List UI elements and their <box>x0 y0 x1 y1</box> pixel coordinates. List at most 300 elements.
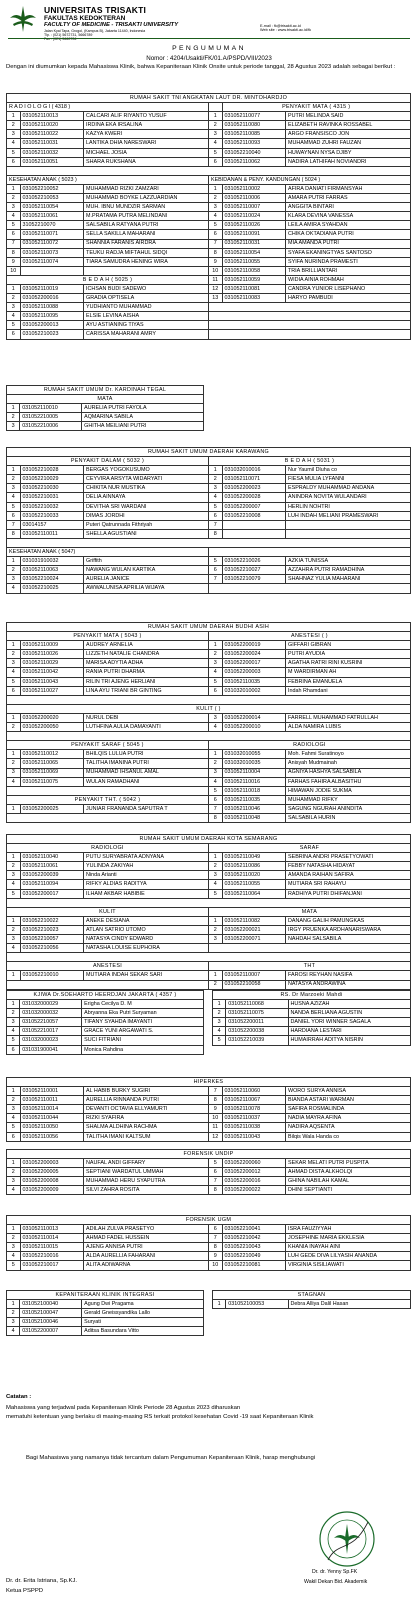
section-header: KULIT <box>7 907 209 916</box>
schedule-table <box>212 990 411 1046</box>
student-id: 031052210053 <box>20 194 84 203</box>
student-name: BERGAS YOGOKUSUMO <box>84 466 209 475</box>
row-number: 4 <box>7 139 21 148</box>
table-row <box>7 1018 204 1027</box>
table-row <box>7 1000 204 1009</box>
student-id: 031052100040 <box>20 1300 82 1309</box>
student-name: Suryati <box>82 1318 204 1327</box>
email-label: E-mail : <box>260 24 273 28</box>
table-row <box>7 1009 204 1018</box>
row-number: 5 <box>208 889 222 898</box>
student-name: HARYO PAMBUDI <box>286 294 411 303</box>
announcement-title: PENGUMUMAN <box>172 45 246 52</box>
student-id: 031052110083 <box>222 294 286 303</box>
row-number: 1 <box>7 557 21 566</box>
table-row <box>7 641 411 650</box>
section-header: RUMAH SAKIT UMUM DAERAH KARAWANG <box>7 448 411 457</box>
student-id: 031052110095 <box>20 312 84 321</box>
student-name: MUTIARA INDAH SEKAR SARI <box>84 971 209 980</box>
student-id: 031052200050 <box>20 723 84 732</box>
student-name: CARISSA MAHARANI AMRY <box>84 330 209 339</box>
student-name: CEYVIRA ARSYTA WIDARYATI <box>84 475 209 484</box>
announcement-intro: Dengan ini diumumkan kepada Mahasiswa Klinik, bahwa Kepaniteraan Klinik Onsite untuk periode tanggal, 28 Agustus 2023 adalah sebagai berikut : <box>6 64 396 70</box>
table-row <box>7 112 411 121</box>
student-name: PUTRI MELINDA SAID <box>286 112 411 121</box>
student-id: 031052210058 <box>222 980 286 989</box>
student-name: KHANIA INAYAH AINI <box>286 1243 411 1252</box>
table-row <box>7 422 204 431</box>
student-name: M.PRATAMA PUTRA MELINDANI <box>84 212 209 221</box>
student-id: 031032010055 <box>222 750 286 759</box>
row-number: 4 <box>7 212 21 221</box>
student-id: 031052110086 <box>222 862 286 871</box>
student-id: 03014157 <box>20 520 84 529</box>
table-row <box>7 889 411 898</box>
student-id: 031052210008 <box>222 511 286 520</box>
student-id: 031052110031 <box>222 239 286 248</box>
student-id: 031052200003 <box>222 668 286 677</box>
table-row <box>7 493 411 502</box>
schedule-table <box>6 447 411 594</box>
student-id: 031052110067 <box>222 1096 286 1105</box>
student-name: TIARA SAMUDRA HENING WIRA <box>84 257 209 266</box>
student-id: 031052210006 <box>20 422 82 431</box>
student-id: 031052110080 <box>222 121 286 130</box>
row-number: 2 <box>208 194 222 203</box>
student-name: SAGUNG NGURAH ANINDITA <box>286 804 411 813</box>
student-name: VIRGINIA SISILIAWATI <box>286 1261 411 1270</box>
student-name: HIMAWAN JODIE SUKMA <box>286 786 411 795</box>
section-header: SARAF <box>208 844 410 853</box>
student-id: 031052200011 <box>226 1018 288 1027</box>
student-name: AZZAHRA PUTRI RAMADHINA <box>286 566 411 575</box>
student-id: 031052110010 <box>20 404 82 413</box>
student-id: 031052210032 <box>20 502 84 511</box>
student-id: 031032010002 <box>222 686 286 695</box>
row-number: 6 <box>7 330 21 339</box>
row-number: 1 <box>7 1159 21 1168</box>
empty-cell <box>7 953 411 962</box>
table-row <box>7 844 411 853</box>
row-number: 5 <box>7 148 21 157</box>
table-row <box>7 835 411 844</box>
table-row <box>7 175 411 184</box>
student-id: 031031900041 <box>20 1045 82 1054</box>
section-header: RUMAH SAKIT UMUM DAERAH KOTA SEMARANG <box>7 835 411 844</box>
row-number: 4 <box>7 880 21 889</box>
row-number: 9 <box>208 257 222 266</box>
student-id: 031052200020 <box>20 713 84 722</box>
row-number: 8 <box>7 529 21 538</box>
student-name: AWWALUNISA APRILIA WIJAYA <box>84 584 209 593</box>
row-number: 8 <box>7 248 21 257</box>
student-name: Griffith <box>84 557 209 566</box>
table-row <box>7 1159 411 1168</box>
student-name: WORO SURYA ANNISA <box>286 1087 411 1096</box>
row-number: 2 <box>7 1096 21 1105</box>
empty-cell <box>208 312 410 321</box>
student-name: Nur Yaumil Dluha co <box>286 466 411 475</box>
row-number: 10 <box>208 1261 222 1270</box>
row-number: 3 <box>208 659 222 668</box>
student-id: 031052110035 <box>222 677 286 686</box>
row-number: 1 <box>7 1300 20 1309</box>
empty-cell <box>208 330 410 339</box>
student-name: NAWANG WULAN KARTIKA <box>84 566 209 575</box>
section-header: MATA <box>7 395 204 404</box>
row-number: 9 <box>7 257 21 266</box>
student-id: 031052110013 <box>20 112 84 121</box>
table-row <box>7 1327 204 1336</box>
row-number: 4 <box>7 1252 21 1261</box>
student-id: 031052210026 <box>222 557 286 566</box>
empty-cell <box>208 944 410 953</box>
student-name: Aditsa Basundara Vitto <box>82 1327 204 1336</box>
student-name: DELIA AINNAYA <box>84 493 209 502</box>
table-row <box>7 395 204 404</box>
row-number: 3 <box>7 1018 20 1027</box>
table-row <box>7 804 411 813</box>
student-name: SELLA SAKILLA MAHARANI <box>84 230 209 239</box>
table-row <box>7 413 204 422</box>
student-name: DEVITHA SRI WARDANI <box>84 502 209 511</box>
student-id: 031052110093 <box>222 139 286 148</box>
student-id: 031052210057 <box>20 935 84 944</box>
student-name: ESPRALDY MUHAMMAD ANDANA <box>286 484 411 493</box>
row-number: 3 <box>7 935 21 944</box>
web-link[interactable]: www.trisakti.ac.id/fk <box>277 28 311 33</box>
table-row <box>7 1216 411 1225</box>
table-row <box>7 723 411 732</box>
student-id: 031031910032 <box>20 557 84 566</box>
student-name: MUHAMMAD ZUHRI FAUZAN <box>286 139 411 148</box>
row-number: 4 <box>7 1327 20 1336</box>
faculty-seal-stamp <box>318 1510 376 1568</box>
student-name: SHAHNAZ YULIA MAHARANI <box>286 575 411 584</box>
table-row <box>7 907 411 916</box>
section-header: KEBIDANAN & PENY. KANDUNGAN ( 5024 ) <box>208 175 410 184</box>
student-name: FAROSI REYHAN NASIFA <box>286 971 411 980</box>
empty-cell <box>7 980 209 989</box>
row-number: 2 <box>208 475 222 484</box>
note-line-3: Bagi Mahasiswa yang namanya tidak tercantum dalam Pengumuman Kepaniteraan Klinik, harap menghubungi <box>26 1455 316 1461</box>
student-name: NAHDAH SALSABILA <box>286 935 411 944</box>
table-row <box>7 148 411 157</box>
student-name: SHELLA AGUSTIANI <box>84 529 209 538</box>
student-name: BIANDA ASTARI WARMAN <box>286 1096 411 1105</box>
row-number: 13 <box>208 294 222 303</box>
student-id: 031052200019 <box>222 641 286 650</box>
row-number: 4 <box>7 312 21 321</box>
row-number: 1 <box>7 853 21 862</box>
student-name: CHIKITA NUR MUSTIKA <box>84 484 209 493</box>
student-name: ALITA ADIWARNA <box>84 1261 209 1270</box>
table-row <box>7 103 411 112</box>
student-id: 031052210079 <box>222 575 286 584</box>
table-row <box>7 520 411 529</box>
row-number: 6 <box>208 1168 222 1177</box>
row-number: 3 <box>208 871 222 880</box>
section-header: KULIT ( ) <box>7 704 411 713</box>
row-number: 9 <box>208 1105 222 1114</box>
student-name: LUTHFINA AULIA DAMAYANTI <box>84 723 209 732</box>
student-name: SAFIRA ROSMALINDA <box>286 1105 411 1114</box>
student-id: 031052110042 <box>20 668 84 677</box>
section-header: PENYAKIT THT. ( 5042 ) <box>7 795 209 804</box>
contact-block <box>260 24 311 33</box>
signatory-left-name: Dr. dr. Erita Istriana, Sp.KJ. <box>6 1578 78 1584</box>
student-name: SYAFA EKANINGTYAS SANTOSO <box>286 248 411 257</box>
row-number: 2 <box>208 980 222 989</box>
table-row <box>7 538 411 547</box>
row-number: 1 <box>7 184 21 193</box>
section-header: FORENSIK UGM <box>7 1216 411 1225</box>
faculty-name-en: FACULTY OF MEDICINE - TRISAKTI UNIVERSITY <box>44 22 179 28</box>
student-id: 031032000029 <box>20 1000 82 1009</box>
student-id: 031052110081 <box>222 284 286 293</box>
student-id: 031052110027 <box>20 686 84 695</box>
student-id: 031052210057 <box>20 1018 82 1027</box>
student-id: 031032010035 <box>222 759 286 768</box>
student-id: 031052110040 <box>20 853 84 862</box>
row-number: 1 <box>7 713 21 722</box>
student-name: AHMAD DISTA ALKHOLQI <box>286 1168 411 1177</box>
student-id: 031052110011 <box>20 529 84 538</box>
table-row <box>7 962 411 971</box>
row-number: 8 <box>208 529 222 538</box>
student-id: 031052210025 <box>20 584 84 593</box>
row-number: 1 <box>213 1000 226 1009</box>
student-name: NANDA BERLIANA AGUSTIN <box>288 1009 410 1018</box>
student-id: 031052110026 <box>20 650 84 659</box>
row-number: 2 <box>208 925 222 934</box>
row-number: 3 <box>208 484 222 493</box>
student-name: AL HABIB BURKY SUGIRI <box>84 1087 209 1096</box>
section-header: RS. Dr Marzoeki Mahdi <box>213 991 411 1000</box>
student-name: HUMAIRRAH ADITYA NISRIN <box>288 1036 410 1045</box>
schedule-table <box>6 1077 411 1142</box>
row-number: 5 <box>7 321 21 330</box>
student-id: 031052110085 <box>222 130 286 139</box>
student-name: ILHAM AKBAR HABIBIE <box>84 889 209 898</box>
student-name: GRACE YUNI ARGAWATI S. <box>82 1027 204 1036</box>
row-number: 7 <box>208 1234 222 1243</box>
section-header: KESEHATAN ANAK ( 5023 ) <box>7 175 209 184</box>
address-block <box>44 29 204 41</box>
student-name: IRGY PRUENKA ARDHANARISWARA <box>286 925 411 934</box>
table-row <box>7 623 411 632</box>
table-row <box>7 677 411 686</box>
student-name: WIDIA AINIA ROHMAH <box>286 275 411 284</box>
student-name: ARGO FRANSISCO JON <box>286 130 411 139</box>
student-id: 031052110046 <box>222 804 286 813</box>
section-header: B E D A H ( 5031 ) <box>208 457 410 466</box>
student-name: Abryanna Eka Putri Suryaman <box>82 1009 204 1018</box>
table-row <box>7 1300 204 1309</box>
row-number: 4 <box>208 723 222 732</box>
row-number: 6 <box>208 157 222 166</box>
student-id: 031052110012 <box>20 750 84 759</box>
student-id: 031052110051 <box>20 157 84 166</box>
student-name: ELSIE LEVINA AISHA <box>84 312 209 321</box>
student-name: HUSNA AZIZAH <box>288 1000 410 1009</box>
student-name: AGATHA RATRI RINI KUSRINI <box>286 659 411 668</box>
schedule-table <box>6 1290 204 1336</box>
row-number: 1 <box>208 916 222 925</box>
section-header: PENYAKIT MATA ( 5043 ) <box>7 632 209 641</box>
row-number: 6 <box>7 511 21 520</box>
row-number: 5 <box>208 221 222 230</box>
table-row <box>7 768 411 777</box>
student-id: 031052210024 <box>20 575 84 584</box>
student-name: RILIN TRI AJENG HERLIANI <box>84 677 209 686</box>
student-id: 031052110014 <box>20 1234 84 1243</box>
student-id: 031052210023 <box>20 330 84 339</box>
row-number: 2 <box>208 650 222 659</box>
row-number: 4 <box>208 668 222 677</box>
table-row <box>7 404 204 413</box>
table-row <box>213 991 411 1000</box>
table-row <box>7 1252 411 1261</box>
table-row <box>7 1225 411 1234</box>
table-row <box>7 853 411 862</box>
row-number: 3 <box>7 1105 21 1114</box>
row-number: 6 <box>208 511 222 520</box>
row-number: 4 <box>208 777 222 786</box>
section-header: B E D A H ( 5025 ) <box>7 275 209 284</box>
table-row <box>7 777 411 786</box>
email-link[interactable]: fk@trisakti.ac.id <box>273 24 301 28</box>
table-row <box>7 257 411 266</box>
student-id <box>222 520 286 529</box>
table-row <box>7 203 411 212</box>
student-id: 031052210016 <box>20 1252 84 1261</box>
student-name: NADIRA LATHIFAH NOVIANDRI <box>286 157 411 166</box>
table-row <box>7 1234 411 1243</box>
row-number: 4 <box>7 777 21 786</box>
row-number: 1 <box>7 466 21 475</box>
row-number: 1 <box>7 1000 20 1009</box>
student-id: 031052110002 <box>222 184 286 193</box>
student-name: Bilqis Wala Handa co <box>286 1132 411 1141</box>
table-row <box>213 1291 411 1300</box>
student-id: 031052110026 <box>222 221 286 230</box>
table-row <box>7 529 411 538</box>
student-name: AMARA PUTRI FARRAS <box>286 194 411 203</box>
row-number: 12 <box>208 284 222 293</box>
student-id: 031052200038 <box>226 1027 288 1036</box>
table-row <box>7 971 411 980</box>
student-name: AYU ASTIANING TIYAS <box>84 321 209 330</box>
student-id: 031052210017 <box>20 1261 84 1270</box>
student-name: TALITHA IMANI KALTSUM <box>84 1132 209 1141</box>
student-name: ADILAH ZULVA PRASETYO <box>84 1225 209 1234</box>
student-id: 031032000023 <box>20 1036 82 1045</box>
student-id: 031052110001 <box>20 1087 84 1096</box>
row-number: 8 <box>208 1243 222 1252</box>
table-row <box>7 1291 204 1300</box>
row-number: 2 <box>7 925 21 934</box>
student-id: 031052210041 <box>222 1225 286 1234</box>
student-name: TRIA BRILLIANTARI <box>286 266 411 275</box>
section-header: PENYAKIT MATA ( 4315 ) <box>222 103 411 112</box>
faculty-name: FAKULTAS KEDOKTERAN <box>44 15 126 22</box>
student-name: SALSABILA RATYANA PUTRI <box>84 221 209 230</box>
table-row <box>7 157 411 166</box>
section-header: KEPANITERAAN KLINIK INTEGRASI <box>7 1291 204 1300</box>
student-name: HUWAYNAN NYSA DJIBY <box>286 148 411 157</box>
row-number: 6 <box>7 1132 21 1141</box>
student-name: BHILQIS LULUA PUTRI <box>84 750 209 759</box>
student-name: HERLIN NOHTRI <box>286 502 411 511</box>
student-name: NAUFAL ANDI GIFFARY <box>84 1159 209 1168</box>
student-name: GRADIA OPTISELA <box>84 294 209 303</box>
section-header: ANESTESI ( ) <box>208 632 410 641</box>
row-number: 5 <box>7 502 21 511</box>
row-number: 8 <box>208 1096 222 1105</box>
table-row <box>7 484 411 493</box>
student-id: 031052110071 <box>222 475 286 484</box>
student-id <box>20 266 84 275</box>
table-row <box>7 1078 411 1087</box>
student-name: AMANDA RAIHAN SAFIRA <box>286 871 411 880</box>
student-id: 031052110072 <box>20 239 84 248</box>
row-number: 1 <box>7 1225 21 1234</box>
table-row <box>213 1036 411 1045</box>
student-name: Ninda Arianti <box>84 871 209 880</box>
student-name: CHIKA OKTADIANA PUTRI <box>286 230 411 239</box>
student-name: LANTIKA DHIA NARESWARI <box>84 139 209 148</box>
row-number: 2 <box>208 121 222 130</box>
row-number: 2 <box>7 1009 20 1018</box>
table-row <box>7 221 411 230</box>
web-label: Web site : <box>260 28 277 33</box>
student-id: 031052110078 <box>222 1105 286 1114</box>
row-number: 3 <box>7 1243 21 1252</box>
schedule-table <box>6 1149 411 1195</box>
row-number: 7 <box>208 520 222 529</box>
student-id: 031052210056 <box>20 944 84 953</box>
student-name: Gerald Gneissyandika Lallo <box>82 1309 204 1318</box>
student-name: SHALMA ALDHINA RACHMA <box>84 1123 209 1132</box>
table-row <box>7 386 204 395</box>
student-name: MUHAMMAD BOYKE LAZZUARDIAN <box>84 194 209 203</box>
table-row <box>213 1027 411 1036</box>
table-row <box>7 686 411 695</box>
student-name: SILVI ZAHRA ROSITA <box>84 1186 209 1195</box>
student-id: 031052110020 <box>222 871 286 880</box>
table-row <box>7 557 411 566</box>
table-row <box>7 935 411 944</box>
schedule-table <box>6 1215 411 1271</box>
student-id: 031052110058 <box>222 266 286 275</box>
student-name: CANDRA YUNIOR LISEPHANO <box>286 284 411 293</box>
section-header: PENYAKIT DALAM ( 5032 ) <box>7 457 209 466</box>
student-name: TEUKU RADJA MIFTAHUL SIDQI <box>84 248 209 257</box>
student-id: 031052110011 <box>20 1096 84 1105</box>
section-header: RADIOLOGI <box>208 741 410 750</box>
student-name: TIFANY SYAHDA IMAYANTI <box>82 1018 204 1027</box>
student-id: 031052110064 <box>222 889 286 898</box>
student-id: 031032000032 <box>20 1009 82 1018</box>
section-header: RUMAH SAKIT UMUM Dr. KARDINAH TEGAL <box>7 386 204 395</box>
row-number: 4 <box>7 1186 21 1195</box>
table-row <box>7 312 411 321</box>
student-name: MIA AMANDA PUTRI <box>286 239 411 248</box>
student-name: GHINA NABILAH KAMAL <box>286 1177 411 1186</box>
row-number: 2 <box>7 475 21 484</box>
row-number: 1 <box>208 853 222 862</box>
